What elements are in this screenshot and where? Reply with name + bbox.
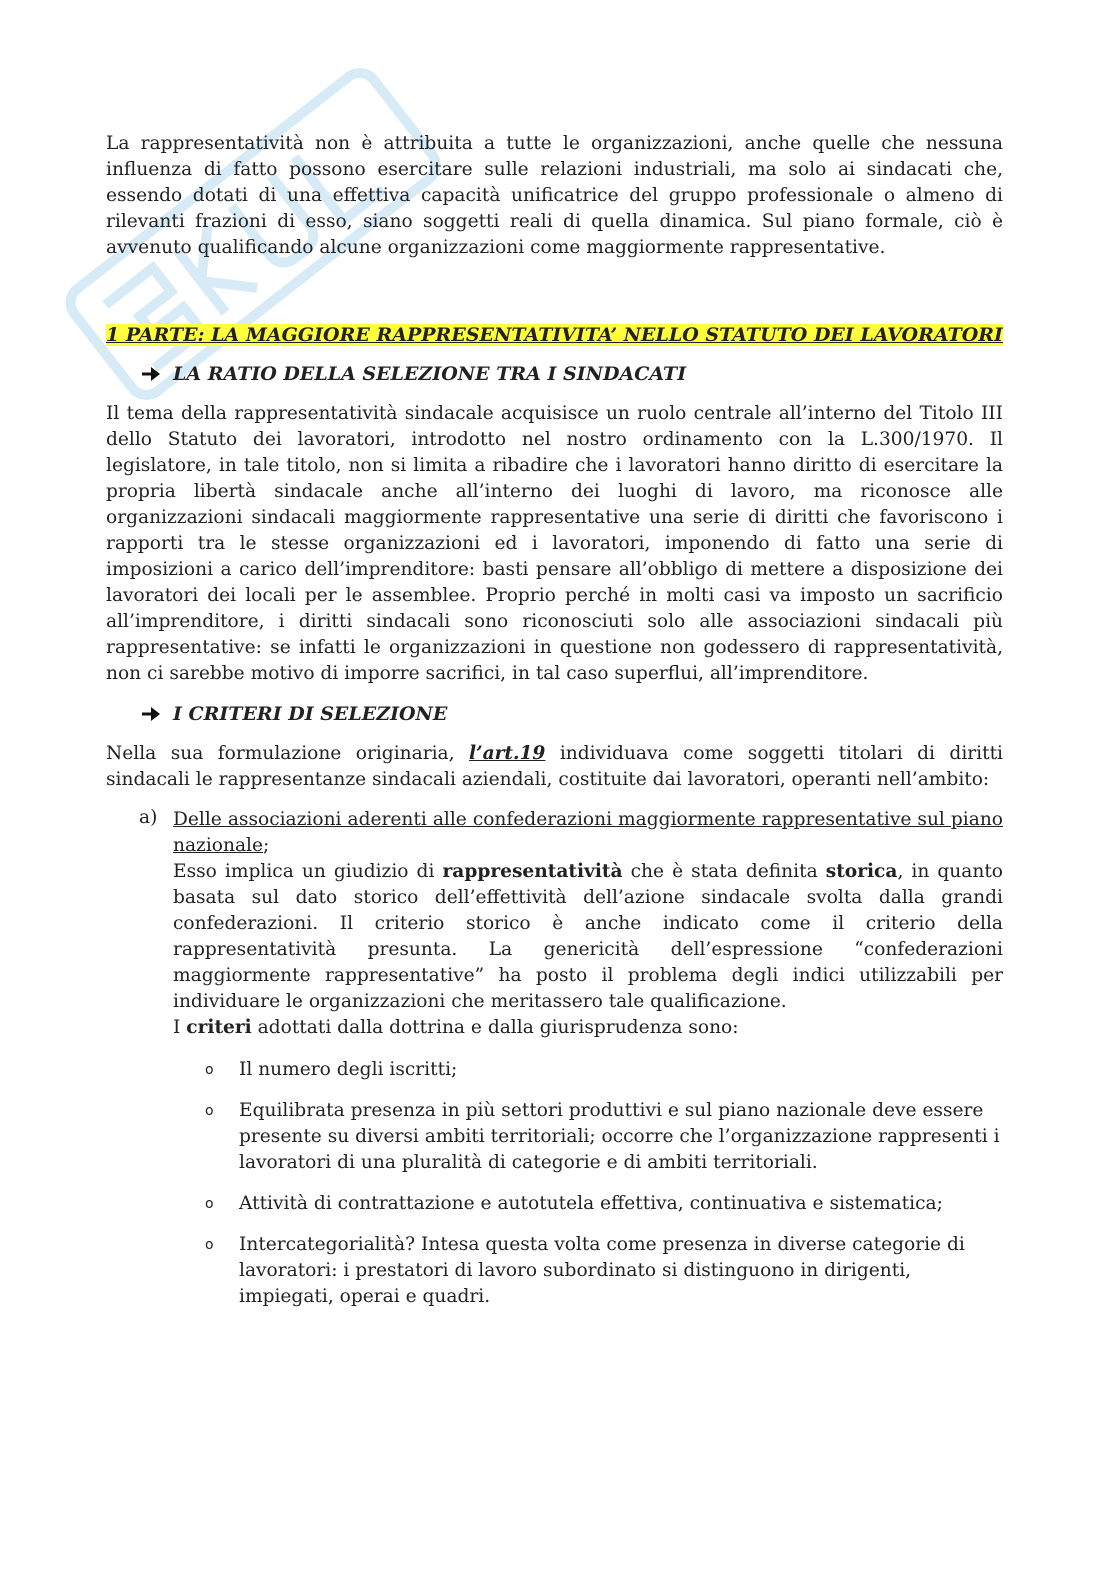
list-item: o Il numero degli iscritti;	[173, 1057, 1003, 1083]
intro-paragraph: La rappresentatività non è attribuita a tutte le organizzazioni, anche quelle che nessuna influenza di fatto possono esercitare sulle relazioni industriali, ma solo ai sindacati che, essendo dotati di una effettiva capacità unificatrice del gruppo professionale o almeno di rilevanti frazioni di esso, siano soggetti reali di quella dinamica. Sul piano formale, ciò è avvenuto qualificando alcune organizzazioni come maggiormente rappresentative.	[106, 133, 1003, 258]
criteri-paragraph: Nella sua formulazione originaria, l’art.19 individuava come soggetti titolari di diritti sindacali le rappresentanze sindacali aziendali, costituite dai lavoratori, operanti nell’ambito:	[106, 743, 1003, 790]
item-a-criteria-intro: I criteri adottati dalla dottrina e dalla giurisprudenza sono:	[173, 1017, 739, 1038]
section-heading-ratio	[141, 361, 1003, 387]
ratio-paragraph: Il tema della rappresentatività sindacale acquisisce un ruolo centrale all’interno del Titolo III dello Statuto dei lavoratori, introdotto nel nostro ordinamento con la L.300/1970. Il legislatore, in tale titolo, non si limita a ribadire che i lavoratori hanno diritto di esercitare la propria libertà sindacale anche all’interno dei luoghi di lavoro, ma riconosce alle organizzazioni sindacali maggiormente rappresentative una serie di diritti che favoriscono i rapporti tra le stesse organizzazioni ed i lavoratori, imponendo di fatto una serie di imposizioni a carico dell’imprenditore: basti pensare all’obbligo di mettere a disposizione dei lavoratori dei locali per le assemblee. Proprio perché in molti casi va imposto un sacrificio all’imprenditore, i diritti sindacali sono riconosciuti solo alle associazioni sindacali più rappresentative: se infatti le organizzazioni in questione non godessero di rappresentatività, non ci sarebbe motivo di imporre sacrifici, in tal caso superflui, all’imprenditore.	[106, 403, 1003, 684]
part-title	[106, 321, 1003, 349]
list-item: o Equilibrata presenza in più settori produttivi e sul piano nazionale deve essere presente su diversi ambiti territoriali; occorre che l’organizzazione rappresenti i lavoratori di una pluralità di categorie e di ambiti territoriali.	[205, 1100, 1000, 1173]
list-marker: a)	[139, 807, 158, 828]
hollow-circle-icon: o	[205, 1237, 214, 1253]
document-page	[106, 131, 1003, 1325]
part-title-text: 1 PARTE: LA MAGGIORE RAPPRESENTATIVITA’ NELLO STATUTO DEI LAVORATORI	[106, 324, 1003, 346]
item-a-title: Delle associazioni aderenti alle confederazioni maggiormente rappresentative sul piano nazionale;	[173, 809, 1003, 856]
hollow-circle-icon: o	[205, 1103, 214, 1119]
list-item-a	[139, 807, 1004, 1041]
section-heading-text: LA RATIO DELLA SELEZIONE TRA I SINDACATI	[173, 363, 687, 385]
article-reference: l’art.19	[469, 743, 546, 764]
criteria-list	[173, 1057, 1003, 1310]
hollow-circle-icon: o	[205, 1196, 214, 1212]
right-arrow-icon	[141, 366, 161, 382]
section-heading-text: I CRITERI DI SELEZIONE	[173, 703, 448, 725]
list-item: o Intercategorialità? Intesa questa volta come presenza in diverse categorie di lavoratori: i prestatori di lavoro subordinato si distinguono in dirigenti, impiegati, operai e quadri.	[205, 1234, 965, 1307]
right-arrow-icon	[141, 706, 161, 722]
item-a-body: Esso implica un giudizio di rappresentatività che è stata definita storica, in quanto basata sul dato storico dell’effettività dell’azione sindacale svolta dalla grandi confederazioni. Il criterio storico è anche indicato come il criterio della rappresentatività presunta. La genericità dell’espressione “confederazioni maggiormente rappresentative” ha posto il problema degli indici utilizzabili per individuare le organizzazioni che meritassero tale qualificazione.	[173, 861, 1004, 1012]
list-item: o Attività di contrattazione e autotutela effettiva, continuativa e sistematica;	[173, 1191, 1003, 1217]
hollow-circle-icon: o	[205, 1062, 214, 1078]
section-heading-criteri	[141, 701, 1003, 727]
